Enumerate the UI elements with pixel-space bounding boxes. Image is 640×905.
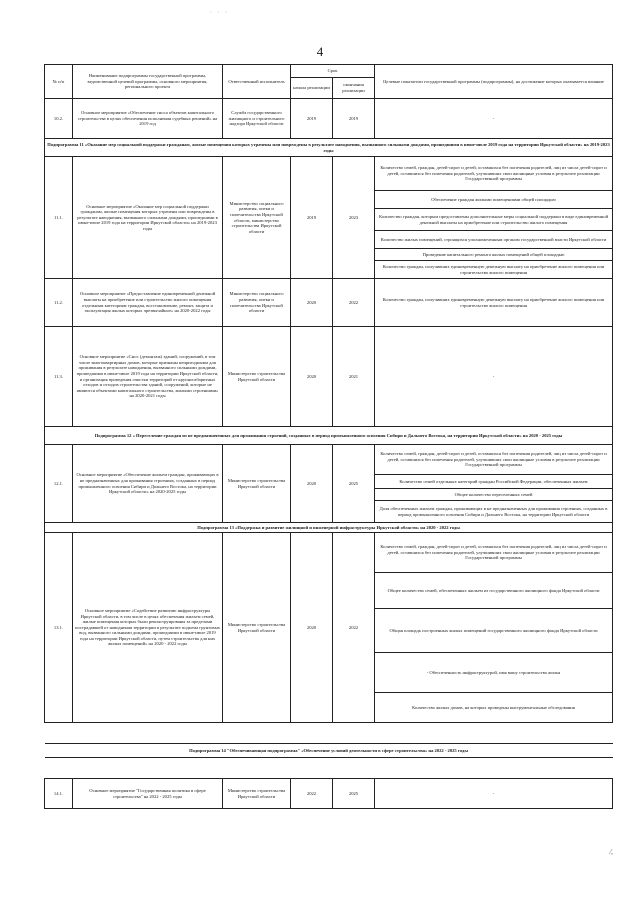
row-num: 14.1. bbox=[45, 779, 73, 809]
table-header-row bbox=[45, 65, 613, 78]
header-start: начала реализации bbox=[291, 78, 333, 99]
row-end: 2022 bbox=[333, 533, 375, 723]
row-end: 2025 bbox=[333, 445, 375, 523]
table-row bbox=[45, 279, 613, 327]
row-executor: Министерство строительства Иркутской области bbox=[223, 445, 291, 523]
table-row bbox=[45, 533, 613, 573]
row-executor: Министерство строительства Иркутской области bbox=[223, 779, 291, 809]
row-end: 2023 bbox=[333, 157, 375, 279]
row-num: 11.3. bbox=[45, 327, 73, 427]
row-num: 11.1. bbox=[45, 157, 73, 279]
row-end: 2022 bbox=[333, 279, 375, 327]
header-term: Срок bbox=[291, 65, 375, 78]
row-end: 2019 bbox=[333, 99, 375, 139]
scan-artifact: ⁄, bbox=[610, 848, 613, 856]
row-indicator: Количество жилых домов, на которых проведены инструментальные обследования bbox=[375, 693, 613, 723]
row-start: 2020 bbox=[291, 533, 333, 723]
row-indicator: Общее количество переселенных семей bbox=[375, 489, 613, 501]
row-indicator: Количество семей, граждан, детей-сирот и детей, оставшихся без попечения родителей, лиц из числа детей-сирот и детей, оставшихся без попечения родителей, улучшивших свои жилищные условия в результате реализации Государственной программы bbox=[375, 533, 613, 573]
spacer-row bbox=[45, 723, 613, 744]
row-indicator: - Обеспеченность инфраструктурой, имя вашу строительство жилья bbox=[375, 653, 613, 693]
row-start: 2022 bbox=[291, 779, 333, 809]
row-indicator: Количество граждан, которым предоставлены дополнительные меры социальной поддержки в виде единовременной денежной выплаты на приобретение или строительство жилого помещения bbox=[375, 209, 613, 231]
table-row bbox=[45, 445, 613, 475]
row-indicator: Доля обеспеченных жильем граждан, проживающих в не предназначенных для проживания строениях, созданных в период промышленного освоения Сибири и Дальнего Востока, на территории Иркутской области bbox=[375, 501, 613, 523]
row-num: 10.2. bbox=[45, 99, 73, 139]
row-num: 13.1. bbox=[45, 533, 73, 723]
row-name: Основное мероприятие «Содействие развитию инфраструктуры Иркутской области, в том числе в целях обеспечения жильем семей, жилые помещения которых были реконструированы за пределами пострадавшей от наводнения территории в результате подъема грунтовых вод, вызванного сильными дождями, прошедшими в июне-июле 2019 года на территории Иркутской области, путем строительства для них жилых помещений» на 2020 - 2022 годы bbox=[73, 533, 223, 723]
row-num: 11.2. bbox=[45, 279, 73, 327]
row-end: 2021 bbox=[333, 327, 375, 427]
page-number: 4 bbox=[316, 44, 324, 59]
row-indicator: Общая площадь построенных жилых помещений государственного жилищного фонда Иркутской области bbox=[375, 609, 613, 653]
spacer-row bbox=[45, 758, 613, 779]
subprogram-row bbox=[45, 427, 613, 445]
row-indicator: Количество граждан, получивших единовременную денежную выплату на приобретение жилого помещения или строительство жилого помещения bbox=[375, 279, 613, 327]
row-executor: Министерство строительства Иркутской области bbox=[223, 533, 291, 723]
row-start: 2020 bbox=[291, 445, 333, 523]
row-indicator: Количество семей отдельных категорий граждан Российской Федерации, обеспеченных жильем bbox=[375, 475, 613, 489]
row-indicator: Количество граждан, получивших единовременную денежную выплату на приобретение жилого помещения или строительство жилого помещения bbox=[375, 261, 613, 279]
subprogram-row bbox=[45, 523, 613, 533]
table-row bbox=[45, 157, 613, 191]
row-start: 2019 bbox=[291, 99, 333, 139]
scan-artifact: · · · bbox=[210, 10, 229, 16]
subprogram-row bbox=[45, 744, 613, 758]
row-num: 12.1. bbox=[45, 445, 73, 523]
row-executor: Министерство строительства Иркутской области bbox=[223, 327, 291, 427]
table-row bbox=[45, 99, 613, 139]
program-table bbox=[44, 64, 613, 809]
header-executor: Ответственный исполнитель bbox=[223, 65, 291, 99]
row-end: 2025 bbox=[333, 779, 375, 809]
row-indicator: - bbox=[375, 779, 613, 809]
table-row bbox=[45, 327, 613, 427]
row-name: Основное мероприятие «Обеспечение жильем граждан, проживающих в не предназначенных для проживания строениях, созданных в период промышленного освоения Сибири и Дальнего Востока, на территории Иркутской области» на 2020-2025 годы bbox=[73, 445, 223, 523]
header-name: Наименование подпрограммы государственной программы, ведомственной целевой программы, основного мероприятия, регионального проекта bbox=[73, 65, 223, 99]
table-row bbox=[45, 779, 613, 809]
header-indicators: Целевые показатели государственной программы (подпрограммы), на достижение которых оказывается влияние bbox=[375, 65, 613, 99]
row-name: Основное мероприятие «Снос (демонтаж) зданий, сооружений, в том числе многоквартирных домов, которые признаны непригодными для проживания в результате наводнения, вызванного сильными дождями, прошедшими в июне-июле 2019 года на территории Иркутской области, и организация проведения очистки территорий от крупногабаритных отходов и отходов строительства зданий, сооружений, которые не являются объектами капитального строительства, жилыми строениями» на 2020-2021 годы bbox=[73, 327, 223, 427]
row-start: 2019 bbox=[291, 157, 333, 279]
row-executor: Министерство социального развития, опеки и попечительства Иркутской области bbox=[223, 279, 291, 327]
subprogram-12-title: Подпрограмма 12 « Переселение граждан из не предназначенных для проживания строений, созданных в период промышленного освоения Сибири и Дальнего Востока, на территории Иркутской области» на 2020 - 2025 годы bbox=[45, 427, 613, 445]
row-name: Основное мероприятие «Предоставление единовременной денежной выплаты на приобретение или строительство жилого помещения отдельным категориям граждан, восстановление, ремонт, защита и эксплуатация жилых которых чрезвычайное» на 2020-2022 годы bbox=[73, 279, 223, 327]
header-num: № п/п bbox=[45, 65, 73, 99]
row-indicator: - bbox=[375, 99, 613, 139]
row-indicator: - bbox=[375, 327, 613, 427]
row-name: Основное мероприятие «Обеспечение сноса объектов капитального строительства в целях обеспечения исполнения судебных решений» на 2019 год bbox=[73, 99, 223, 139]
row-executor: Служба государственного жилищного и строительного надзора Иркутской области bbox=[223, 99, 291, 139]
row-indicator: Общее количество семей, обеспеченных жильем из государственного жилищного фонда Иркутской области bbox=[375, 573, 613, 609]
row-start: 2020 bbox=[291, 327, 333, 427]
subprogram-11-title: Подпрограмма 11 «Оказание мер социальной поддержки гражданам, жилые помещения которых утрачены или повреждены в результате наводнения, вызванного сильными дождями, прошедшими в июне-июле 2019 года на территории Иркутской области» на 2019-2023 годы bbox=[45, 139, 613, 157]
row-name: Основное мероприятие "Государственная политика в сфере строительства" на 2022 - 2025 годы bbox=[73, 779, 223, 809]
header-end: окончания реализации bbox=[333, 78, 375, 99]
row-indicator: Количество жилых помещений, строящихся уполномоченным органом государственной власти Иркутской области bbox=[375, 231, 613, 249]
row-indicator: Обеспечение граждан жилыми помещениями общей площадью bbox=[375, 191, 613, 209]
row-indicator: Количество семей, граждан, детей-сирот и детей, оставшихся без попечения родителей, лиц из числа детей-сирот и детей, оставшихся без попечения родителей, улучшивших свои жилищные условия в результате реализации Государственной программы bbox=[375, 445, 613, 475]
subprogram-14-title: Подпрограмма 14 "Обеспечивающая подпрограмма" «Обеспечение условий деятельности в сфере строительства» на 2022 - 2025 годы bbox=[189, 747, 468, 753]
subprogram-row bbox=[45, 139, 613, 157]
row-executor: Министерство социального развития, опеки и попечительства Иркутской области, министерство строительства Иркутской области bbox=[223, 157, 291, 279]
row-start: 2020 bbox=[291, 279, 333, 327]
row-indicator: Количество семей, граждан, детей-сирот и детей, оставшихся без попечения родителей, лиц из числа детей-сирот и детей, оставшихся без попечения родителей, улучшивших свои жилищные условия в результате реализации Государственной программы bbox=[375, 157, 613, 191]
row-indicator: Проведение капитального ремонта жилых помещений общей площадью bbox=[375, 249, 613, 261]
row-name: Основное мероприятие «Оказание мер социальной поддержки гражданам, жилые помещения которых утрачены или повреждены в результате наводнения, вызванного сильными дождями, прошедшими в июне-июле 2019 года на территории Иркутской области» на 2019-2023 годы bbox=[73, 157, 223, 279]
subprogram-13-title: Подпрограмма 13 «Поддержка и развитие жилищной и инженерной инфраструктуры Иркутской области» на 2020 - 2022 годы bbox=[45, 523, 613, 533]
